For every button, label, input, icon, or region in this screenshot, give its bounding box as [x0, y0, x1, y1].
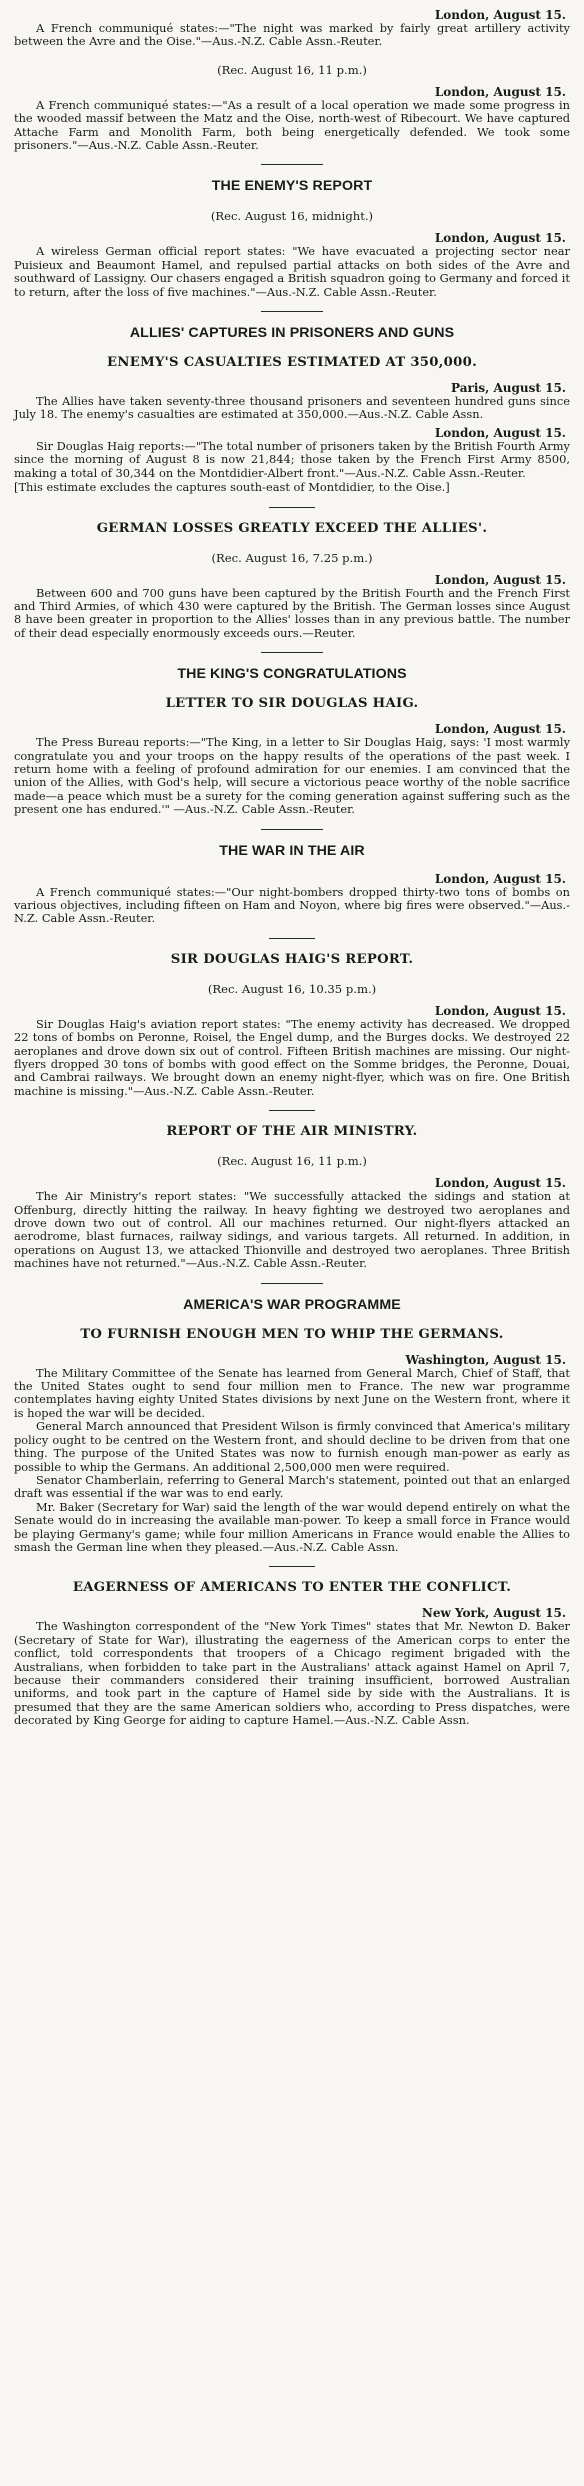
received-time: (Rec. August 16, 11 p.m.) — [217, 1154, 367, 1169]
dateline: London, August 15. — [434, 8, 566, 22]
section-divider — [269, 507, 315, 508]
section-allies-captures — [14, 324, 570, 494]
section-divider — [269, 938, 315, 939]
article-french-communique-1 — [14, 8, 570, 49]
article-french-communique-2 — [14, 85, 570, 153]
article-body: A French communiqué states:—"Our night-bombers dropped thirty-two tons of bombs on various objectives, including fifteen on Ham and Noyon, where big fires were observed."—Aus.-N.Z. Cable Assn.-Reuter. — [14, 884, 570, 926]
section-subheading: TO FURNISH ENOUGH MEN TO WHIP THE GERMANS. — [80, 1326, 504, 1342]
dateline: Washington, August 15. — [405, 1352, 566, 1367]
section-enemy-report — [14, 177, 570, 299]
article-body: The Washington correspondent of the "New York Times" states that Mr. Newton D. Baker (Secretary of State for War), illustrating the eagerness of the American corps to enter the conflict, told correspondents that troopers of a Chicago regiment brigaded with the Australians, when forbidden to take part in the Australians' attack against Hamel on April 7, because their commanders considered their training insufficient, borrowed Australian uniforms, and took part in the capture of Hamel side by side with the Australians. It is presumed that they are the same American soldiers who, according to Press dispatches, were decorated by King George for aiding to capture Hamel.—Aus.-N.Z. Cable Assn. — [14, 1619, 570, 1728]
section-air-ministry — [14, 1123, 570, 1270]
article-paragraph: Mr. Baker (Secretary for War) said the length of the war would depend entirely on what the Senate would do in increasing the available man-power. To keep a small force in France would be playing Germany's game; while four million Americans in France would enable the Allies to smash the German line when they pleased.—Aus.-N.Z. Cable Assn. — [14, 1499, 570, 1554]
dateline: New York, August 15. — [421, 1606, 566, 1621]
section-american-eagerness — [14, 1579, 570, 1727]
section-subheading: REPORT OF THE AIR MINISTRY. — [166, 1124, 418, 1140]
dateline: London, August 15. — [434, 722, 566, 737]
editor-note: [This estimate excludes the captures south-east of Montdidier, to the Oise.] — [14, 480, 450, 495]
section-kings-congratulations — [14, 665, 570, 816]
section-americas-war-programme — [14, 1296, 570, 1555]
section-subheading: ENEMY'S CASUALTIES ESTIMATED AT 350,000. — [107, 355, 477, 371]
received-time: (Rec. August 16, 10.35 p.m.) — [207, 981, 377, 996]
article-body: The Air Ministry's report states: "We successfully attacked the sidings and station at Offenburg, directly hitting the railway. In heavy fighting we destroyed two aeroplanes and drove down two out of control. All our machines returned. Our night-flyers attacked an aerodrome, blast furnaces, railway sidings, and various targets. All returned. In addition, in operations on August 13, we attacked Thionville and destroyed two aeroplanes. Three British machines have not returned."—Aus.-N.Z. Cable Assn.-Reuter. — [14, 1189, 570, 1271]
dateline: London, August 15. — [434, 231, 566, 246]
section-divider — [261, 164, 323, 165]
article-body: The Press Bureau reports:—"The King, in a letter to Sir Douglas Haig, says: 'I most warmly congratulate you and your troops on the happy results of the operations of the past week. I return home with a feeling of profound admiration for our enemies. I am convinced that the union of the Allies, with God's help, will secure a victorious peace worthy of the noble sacrifice made—a peace which must be a surety for the coming generation against suffering such as the present one has endured.'" —Aus.-N.Z. Cable Assn.-Reuter. — [14, 735, 570, 817]
section-heading: THE ENEMY'S REPORT — [211, 178, 373, 195]
section-heading: AMERICA'S WAR PROGRAMME — [183, 1296, 401, 1313]
dateline: London, August 15. — [434, 425, 566, 440]
article-body: Sir Douglas Haig reports:—"The total number of prisoners taken by the British Fourth Army since the morning of August 8 is now 21,844; those taken by the French First Army 8500, making a total of 30,344 on the Montdidier-Albert front."—Aus.-N.Z. Cable Assn.-Reuter. — [14, 438, 570, 480]
received-time: (Rec. August 16, 7.25 p.m.) — [211, 550, 373, 565]
dateline: London, August 15. — [434, 1003, 566, 1018]
received-time: (Rec. August 16, 11 p.m.) — [217, 62, 367, 77]
section-subheading: SIR DOUGLAS HAIG'S REPORT. — [170, 951, 414, 967]
dateline: London, August 15. — [434, 572, 566, 587]
section-german-losses — [14, 520, 570, 641]
section-subheading: EAGERNESS OF AMERICANS TO ENTER THE CONFLICT. — [72, 1580, 512, 1596]
section-divider — [261, 829, 323, 830]
article-body: Sir Douglas Haig's aviation report states: "The enemy activity has decreased. We dropped 22 tons of bombs on Peronne, Roisel, the Engel dump, and the Burges docks. We destroyed 22 aeroplanes and drove down six out of control. Fifteen British machines are missing. Our night-flyers dropped 30 tons of bombs with good effect on the Somme bridges, the Peronne, Douai, and Cambrai railways. We brought down an enemy night-flyer, which was on fire. One British machine is missing."—Aus.-N.Z. Cable Assn.-Reuter. — [14, 1016, 570, 1098]
section-divider — [261, 652, 323, 653]
section-heading: THE WAR IN THE AIR — [219, 842, 365, 859]
section-subheading: LETTER TO SIR DOUGLAS HAIG. — [165, 696, 419, 712]
dateline: Paris, August 15. — [451, 381, 566, 396]
section-divider — [261, 311, 323, 312]
section-war-in-the-air — [14, 842, 570, 926]
section-subheading: GERMAN LOSSES GREATLY EXCEED THE ALLIES'. — [96, 520, 488, 536]
article-body: A French communiqué states:—"The night was marked by fairly great artillery activity between the Avre and the Oise."—Aus.-N.Z. Cable Assn.-Reuter. — [14, 21, 570, 49]
article-paragraph: General March announced that President Wilson is firmly convinced that America's military policy ought to be centred on the Western front, and should decline to be driven from that one thing. The purpose of the United States was now to furnish enough man-power as early as possible to whip the Germans. An additional 2,500,000 men were required. — [14, 1419, 570, 1474]
dateline: London, August 15. — [434, 1176, 566, 1191]
article-body: The Allies have taken seventy-three thousand prisoners and seventeen hundred guns since July 18. The enemy's casualties are estimated at 350,000.—Aus.-N.Z. Cable Assn. — [14, 394, 570, 422]
section-divider — [261, 1283, 323, 1284]
section-heading: ALLIES' CAPTURES IN PRISONERS AND GUNS — [129, 325, 455, 342]
article-body: Between 600 and 700 guns have been captured by the British Fourth and the French First and Third Armies, of which 430 were captured by the British. The German losses since August 8 have been greater in proportion to the Allies' losses than in any previous battle. The number of their dead especially enormously exceeds ours.—Reuter. — [14, 585, 570, 640]
section-heading: THE KING'S CONGRATULATIONS — [177, 666, 407, 683]
received-time: (Rec. August 16, midnight.) — [210, 209, 374, 224]
section-haig-report — [14, 951, 570, 1098]
article-body: A wireless German official report states: "We have evacuated a projecting sector near Puisieux and Beaumont Hamel, and repulsed partial attacks on both sides of the Avre and southward of Lassigny. Our chasers engaged a British squadron going to Germany and forced it to return, after the loss of five machines."—Aus.-N.Z. Cable Assn.-Reuter. — [14, 244, 570, 299]
article-body: A French communiqué states:—"As a result of a local operation we made some progress in the wooded massif between the Matz and the Oise, north-west of Ribecourt. We have captured Attache Farm and Monolith Farm, both being energetically defended. We took some prisoners."—Aus.-N.Z. Cable Assn.-Reuter. — [14, 97, 570, 153]
section-divider — [269, 1110, 315, 1111]
article-paragraph: Senator Chamberlain, referring to General March's statement, pointed out that an enlarged draft was essential if the war was to end early. — [14, 1472, 570, 1501]
dateline: London, August 15. — [434, 871, 566, 886]
dateline: London, August 15. — [434, 84, 566, 99]
article-paragraph: The Military Committee of the Senate has learned from General March, Chief of Staff, that the United States ought to send four million men to France. The new war programme contemplates having eighty United States divisions by next June on the Western front, where it is hoped the war will be decided. — [14, 1365, 570, 1420]
section-divider — [269, 1566, 315, 1567]
